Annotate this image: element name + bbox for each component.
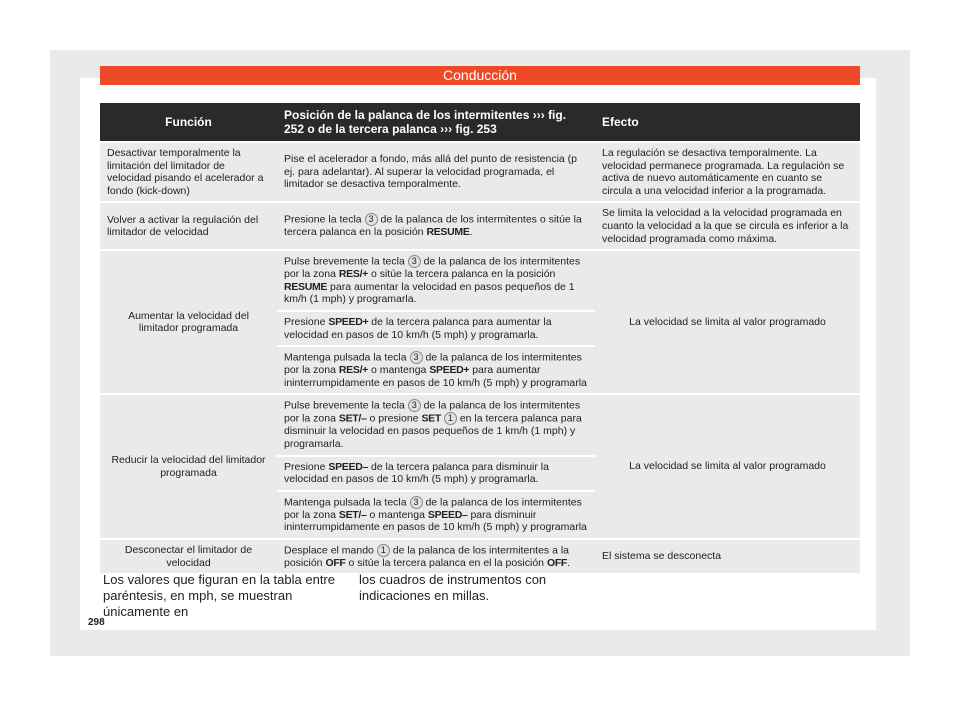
text: de la palanca de los intermitentes a la posición xyxy=(284,544,570,569)
key-label: SPEED– xyxy=(328,460,369,473)
callout-number: 3 xyxy=(408,399,421,412)
table-row xyxy=(100,540,860,574)
key-label: SPEED+ xyxy=(328,315,369,328)
text: Pulse brevemente la tecla xyxy=(284,399,405,412)
callout-number: 3 xyxy=(410,351,423,364)
callout-number: 1 xyxy=(444,412,457,425)
key-label: SPEED+ xyxy=(429,364,470,377)
cell-posicion xyxy=(277,395,595,454)
table-row xyxy=(100,395,860,454)
text: de la palanca de los intermitentes por la zona xyxy=(284,399,581,425)
cell-posicion xyxy=(277,203,595,249)
cell-funcion: Reducir la velocidad del limitador programada xyxy=(100,395,277,538)
cell-posicion xyxy=(277,347,595,393)
cell-posicion xyxy=(277,251,595,310)
text: Presione la tecla xyxy=(284,213,362,226)
text: o sitúe la tercera palanca en la posición xyxy=(370,268,556,281)
key-label: RES/+ xyxy=(338,364,369,377)
cell-funcion: Desactivar temporalmente la limitación del limitador de velocidad pisando el acelerador a fondo (kick-down) xyxy=(100,143,277,201)
key-label: SET/– xyxy=(338,508,367,521)
text: . xyxy=(469,226,473,239)
page-number: 298 xyxy=(88,617,105,628)
text: o presione xyxy=(369,412,419,425)
key-label: OFF xyxy=(325,556,346,569)
cell-efecto: Se limita la velocidad a la velocidad programada en cuanto la velocidad a la que se circula es inferior a la velocidad programada como máxima. xyxy=(595,203,860,249)
callout-number: 3 xyxy=(365,213,378,226)
text: en la tercera palanca para disminuir la velocidad en pasos pequeños de 1 km/h (1 mph) y programarla. xyxy=(284,412,582,450)
key-label: RESUME xyxy=(284,280,328,293)
text: o mantenga xyxy=(369,508,425,521)
cell-funcion: Desconectar el limitador de velocidad xyxy=(100,540,277,574)
text: de la tercera palanca para disminuir la velocidad en pasos de 10 km/h (5 mph) y programarla. xyxy=(284,460,549,486)
footnote-right: los cuadros de instrumentos con indicaciones en millas. xyxy=(359,572,547,603)
callout-number: 3 xyxy=(410,496,423,509)
cell-posicion: Pise el acelerador a fondo, más allá del punto de resistencia (p ej. para adelantar). Al superar la velocidad programada, el limitador se desactiva temporalmente. xyxy=(277,143,595,201)
text: Presione xyxy=(284,460,326,473)
cell-efecto: La regulación se desactiva temporalmente. La velocidad permanece programada. La regulación se activa de nuevo automáticamente en cuanto se circula a una velocidad inferior a la programada. xyxy=(595,143,860,201)
cell-posicion xyxy=(277,492,595,538)
table-header-row xyxy=(100,103,860,141)
cell-efecto: La velocidad se limita al valor programado xyxy=(595,395,860,538)
text: de la palanca de los intermitentes por la zona xyxy=(284,351,582,377)
text: de la palanca de los intermitentes o sitúe la tercera palanca en la posición xyxy=(284,213,582,239)
table-row xyxy=(100,251,860,310)
text: Pulse brevemente la tecla xyxy=(284,255,405,268)
text: de la palanca de los intermitentes por la zona xyxy=(284,255,581,281)
text: Desplace el mando xyxy=(284,544,374,557)
text: Presione xyxy=(284,315,326,328)
text: de la palanca de los intermitentes por la zona xyxy=(284,495,582,521)
cell-posicion xyxy=(277,457,595,490)
speed-limiter-table xyxy=(100,101,860,575)
table-row xyxy=(100,143,860,201)
table-row xyxy=(100,203,860,249)
cell-posicion xyxy=(277,312,595,345)
callout-number: 1 xyxy=(377,544,390,557)
key-label: RESUME xyxy=(426,226,470,239)
cell-funcion: Volver a activar la regulación del limitador de velocidad xyxy=(100,203,277,249)
key-label: SET/– xyxy=(338,412,367,425)
cell-efecto: La velocidad se limita al valor programado xyxy=(595,251,860,393)
cell-posicion xyxy=(277,540,595,574)
key-label: OFF xyxy=(546,556,568,569)
cell-efecto: El sistema se desconecta xyxy=(595,540,860,574)
header-efecto: Efecto xyxy=(595,103,860,141)
text: de la tercera palanca para aumentar la velocidad en pasos de 10 km/h (5 mph) y programarla. xyxy=(284,315,552,341)
key-label: SET xyxy=(421,412,441,425)
text: . xyxy=(567,556,570,569)
footnote-left: Los valores que figuran en la tabla entre paréntesis, en mph, se muestran únicamente en xyxy=(103,572,335,619)
text: Mantenga pulsada la tecla xyxy=(284,351,407,364)
text: para aumentar ininterrumpidamente en pasos de 10 km/h (5 mph) y programarla xyxy=(284,364,587,389)
text: o mantenga xyxy=(370,364,427,377)
cell-funcion: Aumentar la velocidad del limitador programada xyxy=(100,251,277,393)
text: o sitúe la tercera palanca en el la posición xyxy=(348,556,545,569)
text: para disminuir ininterrumpidamente en pasos de 10 km/h (5 mph) y programarla xyxy=(284,508,587,534)
text: para aumentar la velocidad en pasos pequeños de 1 km/h (1 mph) y programarla. xyxy=(284,280,575,306)
section-header: Conducción xyxy=(100,66,860,85)
text: Mantenga pulsada la tecla xyxy=(284,495,407,508)
callout-number: 3 xyxy=(408,255,421,268)
header-posicion: Posición de la palanca de los intermitentes ››› fig. 252 o de la tercera palanca ››› fig. 253 xyxy=(277,103,595,141)
header-funcion: Función xyxy=(100,103,277,141)
key-label: RES/+ xyxy=(338,268,369,281)
key-label: SPEED– xyxy=(427,508,468,521)
